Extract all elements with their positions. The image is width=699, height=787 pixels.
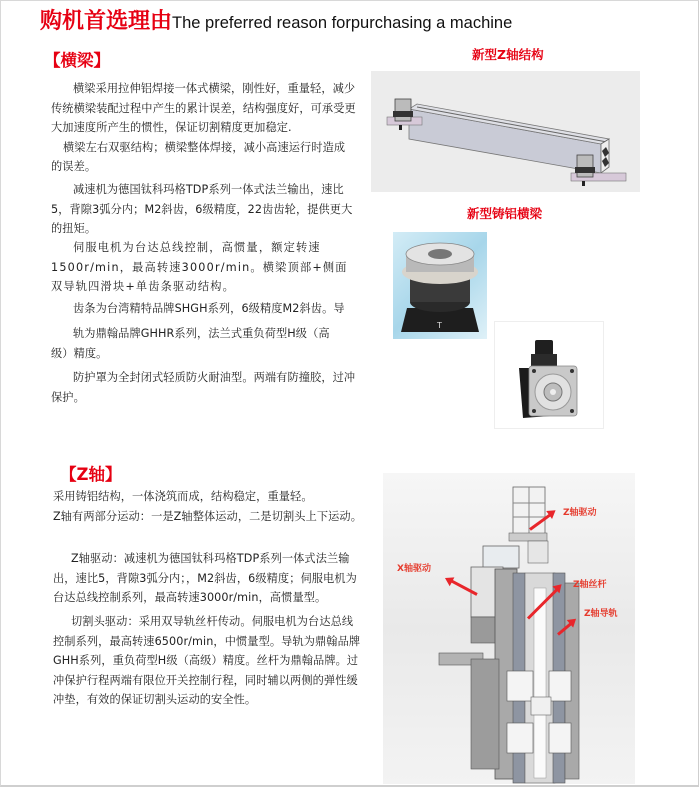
z-axis-diagram-image [383,473,635,784]
label-z-axis-screw: Z轴丝杆 [573,580,607,590]
z-paragraph-z-drive [53,549,363,608]
z-axis-section-title: 【Z轴】 [60,465,122,484]
label-z-axis-drive: Z轴驱动 [563,508,597,518]
paragraph-text: Z轴有两部分运动：一是Z轴整体运动，二是切割头上下运动。 [53,510,363,523]
servo-motor-image [494,321,604,429]
beam-paragraph-reducer [51,180,356,239]
paragraph-text: 齿条为台湾精特品牌SHGH系列，6级精度M2斜齿。导 [73,302,345,315]
beam-paragraph-1 [51,79,356,177]
z-paragraph-structure [53,487,363,507]
beam-paragraph-rail [51,324,341,363]
paragraph-text: 防护罩为全封闭式轻质防火耐油型。两端有防撞胶，过冲保护。 [51,371,356,404]
beam-paragraph-servo [51,238,356,297]
caption-cast-aluminum-beam: 新型铸铝横梁 [467,206,543,221]
label-x-axis-drive: X轴驱动 [397,564,431,574]
page-title-en: The preferred reason forpurchasing a machine [172,14,513,32]
z-paragraph-cutting-head [53,612,363,710]
paragraph-text: 横梁左右双驱结构；横梁整体焊接，减小高速运行时造成的误差。 [51,140,346,173]
beam-paragraph-cover [51,368,356,407]
label-z-axis-rail: Z轴导轨 [584,609,618,619]
paragraph-text: 切割头驱动：采用双导轨丝杆传动。伺服电机为台达总线控制系列，最高转速6500r/min，中惯量型。导轨为鼎翰品牌GHH系列，重负荷型H级（高级）精度。丝杆为鼎翰品牌。过冲保护行程两端有限位开关控制行程，同时辅以两侧的弹性缓冲垫，有效的保证切割头运动的安全性。 [53,615,361,706]
page-title-cn: 购机首选理由 [40,9,173,34]
beam-section-title: 【横梁】 [44,51,110,70]
beam-paragraph-rack [51,299,361,319]
svg-text:T: T [437,321,442,330]
caption-new-z-axis: 新型Z轴结构 [472,47,544,62]
reducer-image [393,232,487,339]
paragraph-text: Z轴驱动：减速机为德国钛科玛格TDP系列一体式法兰输出，速比5，背隙3弧分内；，M2斜齿，6级精度；伺服电机为台达总线控制系列，最高转速3000r/min，高惯量型。 [53,552,357,604]
paragraph-text: 横梁采用拉伸铝焊接一体式横梁，刚性好，重量轻，减少传统横梁装配过程中产生的累计误差，结构强度好，可承受更大加速度所产生的惯性，保证切割精度更加稳定. [51,82,356,134]
beam-assembly-image [371,71,640,192]
page-header [40,4,512,35]
paragraph-text: 伺服电机为台达总线控制，高惯量，额定转速1500r/min，最高转速3000r/min。横梁顶部+侧面双导轨四滑块+单齿条驱动结构。 [51,241,348,293]
paragraph-text: 采用铸铝结构，一体浇筑而成，结构稳定，重量轻。 [53,490,313,503]
z-paragraph-motion [53,507,363,527]
paragraph-text: 减速机为德国钛科玛格TDP系列一体式法兰输出，速比5，背隙3弧分内；M2斜齿，6级精度，22齿齿轮，提供更大的扭矩。 [51,183,353,235]
paragraph-text: 轨为鼎翰品牌GHHR系列，法兰式重负荷型H级（高级）精度。 [51,327,330,360]
